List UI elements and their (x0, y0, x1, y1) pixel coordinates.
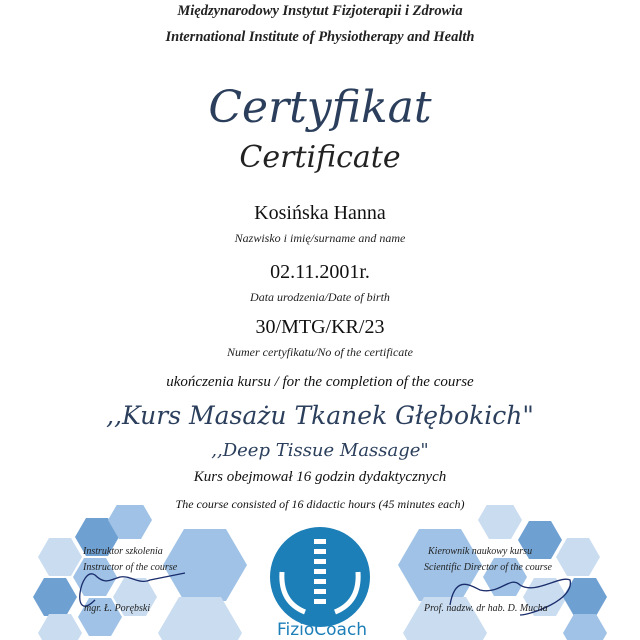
birth-date: 02.11.2001r. (270, 261, 370, 283)
course-intro: ukończenia kursu / for the completion of the course (166, 374, 474, 390)
institute-name-pl: Międzynarodowy Instytut Fizjoterapii i Zdrowia (177, 3, 463, 19)
instructor-name: mgr. Ł. Porębski (84, 603, 151, 614)
certificate-number: 30/MTG/KR/23 (255, 316, 385, 338)
instructor-role-en: Instructor of the course (83, 562, 178, 573)
certificate-title-en: Certificate (239, 140, 401, 175)
instructor-role-pl: Instruktor szkolenia (83, 546, 163, 557)
course-hours-en: The course consisted of 16 didactic hours (45 minutes each) (175, 497, 465, 511)
certificate-number-label: Numer certyfikatu/No of the certificate (227, 345, 413, 359)
director-role-pl: Kierownik naukowy kursu (428, 546, 533, 557)
fiziocoach-logo (270, 527, 370, 627)
course-hours-pl: Kurs obejmował 16 godzin dydaktycznych (193, 469, 447, 485)
course-title-pl: ,,Kurs Masażu Tkanek Głębokich" (106, 401, 534, 430)
director-role-en: Scientific Director of the course (424, 562, 552, 573)
recipient-name: Kosińska Hanna (254, 202, 386, 224)
birth-date-label: Data urodzenia/Date of birth (250, 290, 390, 304)
course-title-en: ,,Deep Tissue Massage" (211, 440, 429, 461)
certificate-title-pl: Certyfikat (208, 82, 432, 133)
recipient-name-label: Nazwisko i imię/surname and name (234, 231, 406, 245)
logo-text: FizioCoach (276, 620, 368, 640)
institute-name-en: International Institute of Physiotherapy and Health (165, 29, 475, 45)
director-name: Prof. nadzw. dr hab. D. Mucha (424, 603, 548, 614)
